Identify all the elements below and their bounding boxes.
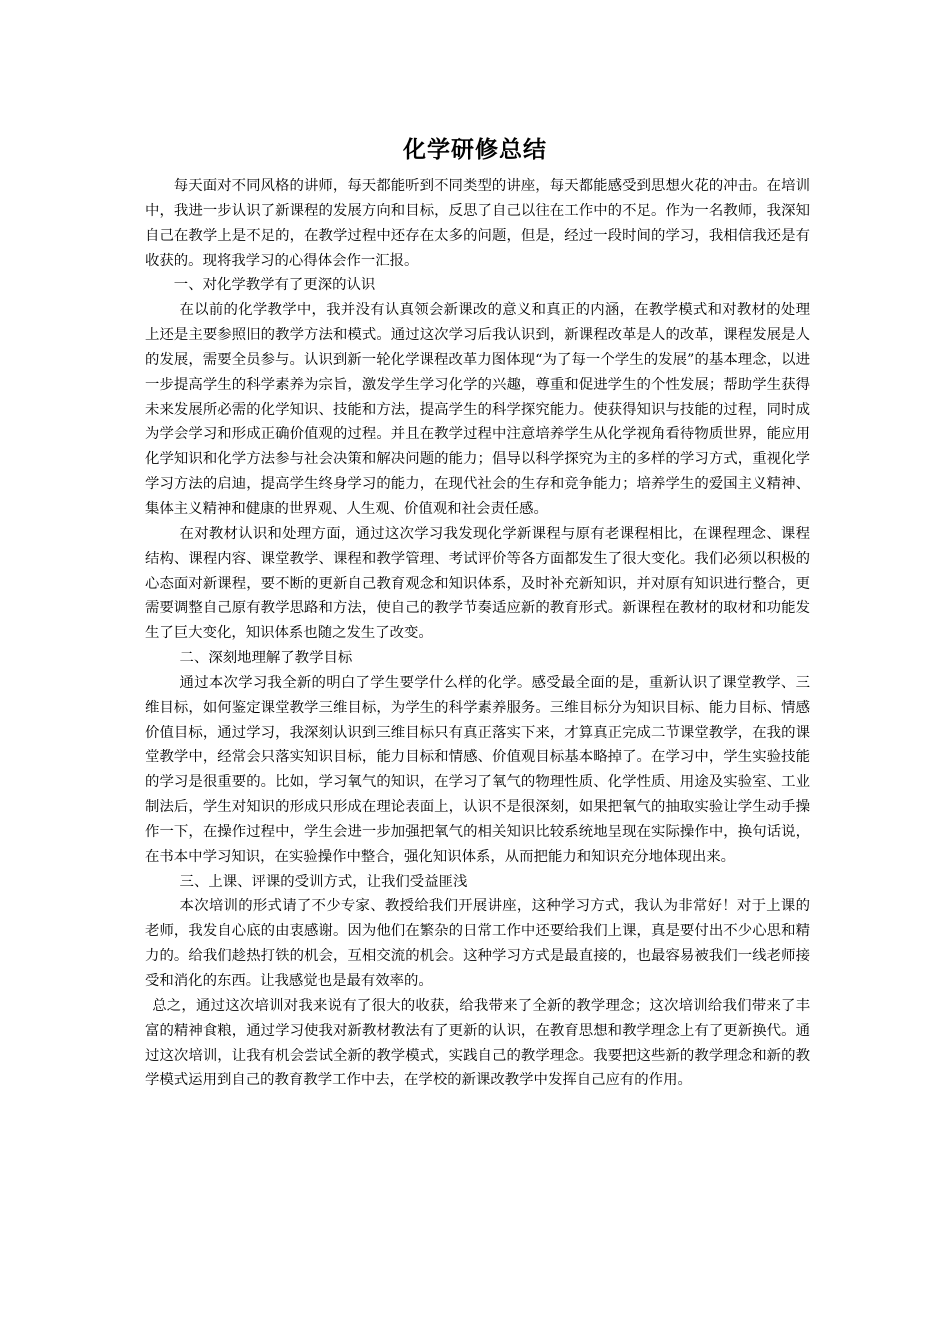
section-2-paragraph: 通过本次学习我全新的明白了学生要学什么样的化学。感受最全面的是，重新认识了课堂教学、三维目标，如何鉴定课堂教学三维目标，为学生的科学素养服务。三维目标分为知识目标、能力目标、情感价值目标，通过学习，我深刻认识到三维目标只有真正落实下来，才算真正完成二节课堂教学，在我的课堂教学中，经常会只落实知识目标，能力目标和情感、价值观目标基本略掉了。在学习中，学生实验技能的学习是很重要的。比如，学习氧气的知识，在学习了氧气的物理性质、化学性质、用途及实验室、工业制法后，学生对知识的形成只形成在理论表面上，认识不是很深刻，如果把氧气的抽取实验让学生动手操作一下，在操作过程中，学生会进一步加强把氧气的相关知识比较系统地呈现在实际操作中，换句话说，在书本中学习知识，在实验操作中整合，强化知识体系，从而把能力和知识充分地体现出来。 [145,674,810,865]
section-heading-1: 一、对化学教学有了更深的认识 [173,277,376,294]
section-heading-2: 二、深刻地理解了教学目标 [179,650,353,667]
section-3-paragraph: 本次培训的形式请了不少专家、教授给我们开展讲座，这种学习方式，我认为非常好！对于上课的老师，我发自心底的由衷感谢。因为他们在繁杂的日常工作中还要给我们上课，真是要付出不少心思和精力的。给我们趁热打铁的机会，互相交流的机会。这种学习方式是最直接的，也最容易被我们一线老师接受和消化的东西。让我感觉也是最有效率的。 [145,898,810,989]
section-1-paragraph-2: 在对教材认识和处理方面，通过这次学习我发现化学新课程与原有老课程相比，在课程理念、课程结构、课程内容、课堂教学、课程和教学管理、考试评价等各方面都发生了很大变化。我们必须以积极的心态面对新课程，要不断的更新自己教育观念和知识体系，及时补充新知识，并对原有知识进行整合，更需要调整自己原有教学思路和方法，使自己的教学节奏适应新的教育形式。新课程在教材的取材和功能发生了巨大变化，知识体系也随之发生了改变。 [145,525,810,642]
section-1-paragraph-1: 在以前的化学教学中，我并没有认真领会新课改的意义和真正的内涵，在教学模式和对教材的处理上还是主要参照旧的教学方法和模式。通过这次学习后我认识到，新课程改革是人的改革，课程发展是人的发展，需要全员参与。认识到新一轮化学课程改革力图体现“为了每一个学生的发展”的基本理念，以进一步提高学生的科学素养为宗旨，激发学生学习化学的兴趣，尊重和促进学生的个性发展；帮助学生获得未来发展所必需的化学知识、技能和方法，提高学生的科学探究能力。使获得知识与技能的过程，同时成为学会学习和形成正确价值观的过程。并且在教学过程中注意培养学生从化学视角看待物质世界，能应用化学知识和化学方法参与社会决策和解决问题的能力；倡导以科学探究为主的多样的学习方式，重视化学学习方法的启迪，提高学生终身学习的能力，在现代社会的生存和竞争能力；培养学生的爱国主义精神、集体主义精神和健康的世界观、人生观、价值观和社会责任感。 [145,302,810,517]
conclusion-paragraph: 总之，通过这次培训对我来说有了很大的收获，给我带来了全新的教学理念；这次培训给我们带来了丰富的精神食粮，通过学习使我对新教材教法有了更新的认识，在教育思想和教学理念上有了更新换代。通过这次培训，让我有机会尝试全新的教学模式，实践自己的教学理念。我要把这些新的教学理念和新的教学模式运用到自己的教育教学工作中去，在学校的新课改教学中发挥自己应有的作用。 [145,997,810,1089]
intro-paragraph: 每天面对不同风格的讲师，每天都能听到不同类型的讲座，每天都能感受到思想火花的冲击。在培训中，我进一步认识了新课程的发展方向和目标，反思了自己以往在工作中的不足。作为一名教师，我深知自己在教学上是不足的，在教学过程中还存在太多的问题，但是，经过一段时间的学习，我相信我还是有收获的。现将我学习的心得体会作一汇报。 [145,178,810,269]
document-body [145,174,810,1093]
page-title: 化学研修总结 [403,137,547,163]
section-heading-3: 三、上课、评课的受训方式，让我们受益匪浅 [179,873,468,890]
